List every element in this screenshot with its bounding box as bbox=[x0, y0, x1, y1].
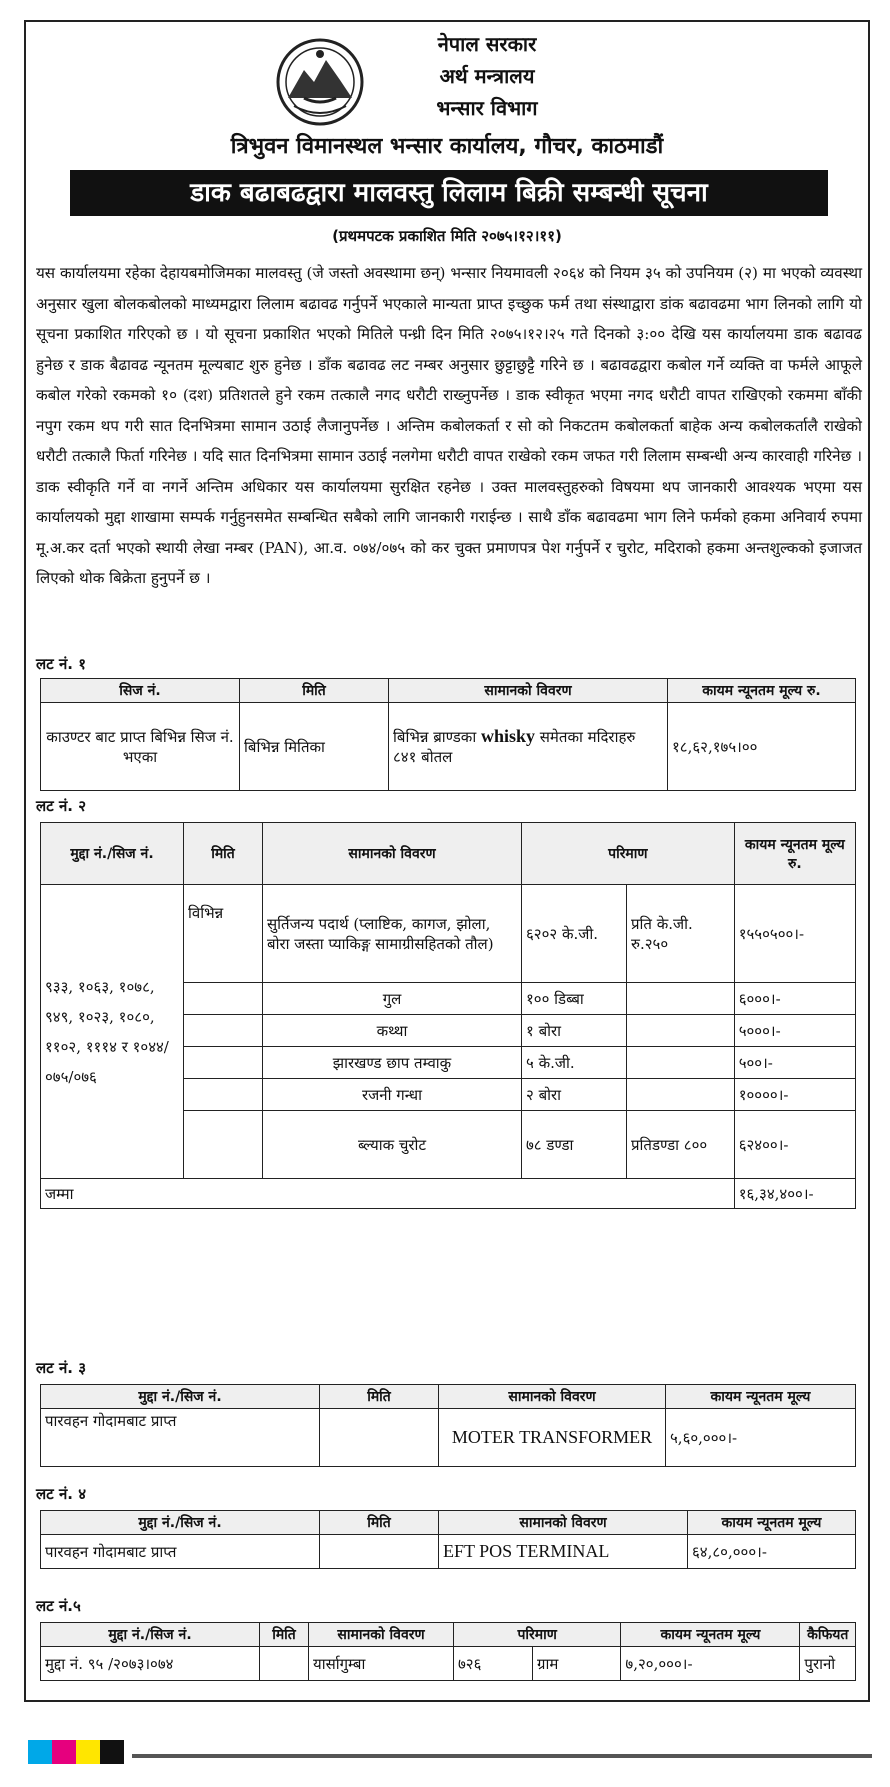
lot1-desc bbox=[389, 703, 668, 791]
notice-frame bbox=[24, 20, 870, 1702]
lot2-desc-3: झारखण्ड छाप तम्वाकु bbox=[263, 1047, 522, 1079]
lot1-desc-whisky: whisky bbox=[480, 726, 536, 746]
table-row bbox=[41, 1409, 856, 1467]
lot2-rate-5: प्रतिडण्डा ८०० bbox=[627, 1111, 735, 1179]
cmyk-swatch-magenta bbox=[52, 1740, 76, 1764]
lot2-rate-2 bbox=[627, 1015, 735, 1047]
lot4-header-seize: मुद्दा नं./सिज नं. bbox=[41, 1511, 320, 1535]
lot1-label: लट नं. १ bbox=[36, 655, 86, 673]
lot2-desc-1: गुल bbox=[263, 983, 522, 1015]
lot5-header-desc: सामानको विवरण bbox=[309, 1623, 454, 1647]
cmyk-swatch-black bbox=[100, 1740, 124, 1764]
lot1-date: बिभिन्न मितिका bbox=[240, 703, 389, 791]
lot2-rate-4 bbox=[627, 1079, 735, 1111]
lot4-desc: EFT POS TERMINAL bbox=[439, 1535, 688, 1569]
lot2-price-4: १००००।- bbox=[734, 1079, 855, 1111]
lot2-table bbox=[40, 822, 856, 1209]
lot4-header-desc: सामानको विवरण bbox=[439, 1511, 688, 1535]
lot2-case-no: ९३३, १०६३, १०७८, ९४९, १०२३, १०८०, ११०२, १११४ र १०४४/ ०७५/०७६ bbox=[41, 885, 184, 1179]
lot5-remark: पुरानो bbox=[800, 1647, 856, 1681]
lot5-unit: ग्राम bbox=[533, 1647, 621, 1681]
notice-title: डाक बढाबढद्वारा मालवस्तु लिलाम बिक्री सम्बन्धी सूचना bbox=[70, 170, 828, 216]
lot2-qty-2: १ बोरा bbox=[522, 1015, 627, 1047]
lot2-price-0: १५५०५००।- bbox=[734, 885, 855, 983]
table-header-row bbox=[41, 679, 856, 703]
lot5-label: लट नं.५ bbox=[36, 1597, 81, 1615]
cmyk-swatch-yellow bbox=[76, 1740, 100, 1764]
table-header-row bbox=[41, 1511, 856, 1535]
lot5-desc: यार्सागुम्बा bbox=[309, 1647, 454, 1681]
lot2-desc-5: ब्ल्याक चुरोट bbox=[263, 1111, 522, 1179]
lot3-header-price: कायम न्यूनतम मूल्य bbox=[666, 1385, 856, 1409]
lot3-seize: पारवहन गोदामबाट प्राप्त bbox=[41, 1409, 320, 1467]
lot4-label: लट नं. ४ bbox=[36, 1485, 86, 1503]
office-name: त्रिभुवन विमानस्थल भन्सार कार्यालय, गौचर, काठमाडौं bbox=[230, 134, 664, 159]
lot3-price: ५,६०,०००।- bbox=[666, 1409, 856, 1467]
lot2-price-5: ६२४००।- bbox=[734, 1111, 855, 1179]
published-date: (प्रथमपटक प्रकाशित मिति २०७५।१२।११) bbox=[332, 227, 562, 245]
lot2-desc-4: रजनी गन्धा bbox=[263, 1079, 522, 1111]
lot1-header-date: मिति bbox=[240, 679, 389, 703]
lot1-seize: काउण्टर बाट प्राप्त बिभिन्न सिज नं. भएका bbox=[41, 703, 240, 791]
lot2-header-desc: सामानको विवरण bbox=[263, 823, 522, 885]
lot5-header-seize: मुद्दा नं./सिज नं. bbox=[41, 1623, 260, 1647]
lot5-seize: मुद्दा नं. ९५ /२०७३।०७४ bbox=[41, 1647, 260, 1681]
lot1-desc-post: समेतका मदिराहरु ८४१ बोतल bbox=[393, 728, 636, 766]
department-name: भन्सार विभाग bbox=[436, 96, 538, 120]
print-bar-line bbox=[132, 1754, 872, 1758]
lot2-qty-0: ६२०२ के.जी. bbox=[522, 885, 627, 983]
cmyk-swatch-cyan bbox=[28, 1740, 52, 1764]
lot2-qty-5: ७८ डण्डा bbox=[522, 1111, 627, 1179]
lot2-qty-1: १०० डिब्बा bbox=[522, 983, 627, 1015]
lot3-header-seize: मुद्दा नं./सिज नं. bbox=[41, 1385, 320, 1409]
lot5-header-remark: कैफियत bbox=[800, 1623, 856, 1647]
lot2-label: लट नं. २ bbox=[36, 797, 86, 815]
lot4-seize: पारवहन गोदामबाट प्राप्त bbox=[41, 1535, 320, 1569]
lot2-rate-0: प्रति के.जी. रु.२५० bbox=[627, 885, 735, 983]
table-row bbox=[41, 1535, 856, 1569]
lot2-header-qty: परिमाण bbox=[522, 823, 735, 885]
lot4-price: ६४,८०,०००।- bbox=[688, 1535, 856, 1569]
lot2-desc-0: सुर्तिजन्य पदार्थ (प्लाष्टिक, कागज, झोला, बोरा जस्ता प्याकिङ्ग सामाग्रीसहितको तौल) bbox=[263, 885, 522, 983]
lot5-qty: ७२६ bbox=[454, 1647, 533, 1681]
lot1-desc-pre: बिभिन्न ब्राण्डका bbox=[393, 728, 481, 746]
lot5-header-date: मिति bbox=[260, 1623, 309, 1647]
lot2-rate-1 bbox=[627, 983, 735, 1015]
lot2-qty-3: ५ के.जी. bbox=[522, 1047, 627, 1079]
table-row bbox=[41, 1647, 856, 1681]
lot1-price: १८,६२,१७५।०० bbox=[668, 703, 856, 791]
ministry-name: अर्थ मन्त्रालय bbox=[439, 64, 535, 88]
lot5-table bbox=[40, 1622, 856, 1681]
lot2-desc-2: कथ्था bbox=[263, 1015, 522, 1047]
notice-header bbox=[26, 22, 868, 159]
lot3-label: लट नं. ३ bbox=[36, 1359, 86, 1377]
lot2-total: १६,३४,४००।- bbox=[734, 1179, 855, 1209]
lot2-header-date: मिति bbox=[184, 823, 263, 885]
lot5-header-price: कायम न्यूनतम मूल्य bbox=[621, 1623, 800, 1647]
lot2-header-case: मुद्दा नं./सिज नं. bbox=[41, 823, 184, 885]
table-header-row bbox=[41, 1623, 856, 1647]
lot4-table bbox=[40, 1510, 856, 1569]
lot2-date: विभिन्न bbox=[184, 885, 263, 983]
lot2-price-1: ६०००।- bbox=[734, 983, 855, 1015]
lot2-header-price: कायम न्यूनतम मूल्य रु. bbox=[734, 823, 855, 885]
lot3-table bbox=[40, 1384, 856, 1467]
lot3-header-desc: सामानको विवरण bbox=[439, 1385, 666, 1409]
notice-body: यस कार्यालयमा रहेका देहायबमोजिमका मालवस्तु (जे जस्तो अवस्थामा छन्) भन्सार नियमावली २०६४ को नियम ३५ को उपनियम (२) मा भएको व्यवस्था अनुसार खुला बोलकबोलको माध्यमद्वारा लिलाम बढावढ गर्नुपर्ने भएकाले मान्यता प्राप्त इच्छुक फर्म तथा संस्थाद्वारा डांक बढावढमा भाग लिनको लागि यो सूचना प्रकाशित गरिएको छ । यो सूचना प्रकाशित भएको मितिले पन्ध्री दिन मिति २०७५।१२।२५ गते दिनको ३:०० देखि यस कार्यालयमा डाक बढावढ हुनेछ र डाक बैढावढ न्यूनतम मूल्यबाट शुरु हुनेछ । डाँक बढावढ लट नम्बर अनुसार छुट्टाछुट्टै गरिने छ । बढावढद्वारा कबोल गर्ने व्यक्ति वा फर्मले आफूले कबोल गरेको रकमको १० (दश) प्रतिशतले हुने रकम तत्कालै नगद धरौटी राख्नुपर्नेछ । डाक स्वीकृत भएमा नगद धरौटी वापत राखिएको रकममा बाँकी नपुग रकम थप गरी सात दिनभित्रमा सामान उठाई लैजानुपर्नेछ । अन्तिम कबोलकर्ता र सो को निकटतम कबोलकर्ता बाहेक अन्य कबोलकर्तालै राखेको धरौटी तत्कालै फिर्ता गरिनेछ । यदि सात दिनभित्रमा सामान उठाई नलगेमा धरौटी वापत राखेको रकम जफत गरी लिलाम सम्बन्धी अन्य कारवाही गरिनेछ । डाक स्वीकृति गर्ने वा नगर्ने अन्तिम अधिकार यस कार्यालयमा सुरक्षित रहनेछ । उक्त मालवस्तुहरुको विषयमा थप जानकारी आवश्यक भएमा यस कार्यालयको मुद्दा शाखामा सम्पर्क गर्नुहुनसमेत सम्बन्धित सबैको लागि जानकारी गराईन्छ । साथै डाँक बढावढमा भाग लिने फर्मको हकमा अनिवार्य रुपमा मू.अ.कर दर्ता भएको स्थायी लेखा नम्बर (PAN), आ.व. ०७४/०७५ को कर चुक्त प्रमाणपत्र पेश गर्नुपर्ने र चुरोट, मदिराको हकमा अन्तशुल्कको इजाजत लिएको थोक बिक्रेता हुनुपर्ने छ । bbox=[36, 264, 862, 587]
gov-name: नेपाल सरकार bbox=[437, 32, 537, 56]
lot2-total-label: जम्मा bbox=[41, 1179, 735, 1209]
table-total-row bbox=[41, 1179, 856, 1209]
lot5-header-qty: परिमाण bbox=[454, 1623, 621, 1647]
lot5-price: ७,२०,०००।- bbox=[621, 1647, 800, 1681]
lot4-header-date: मिति bbox=[320, 1511, 439, 1535]
table-header-row bbox=[41, 1385, 856, 1409]
lot4-date bbox=[320, 1535, 439, 1569]
table-header-row bbox=[41, 823, 856, 885]
lot2-price-2: ५०००।- bbox=[734, 1015, 855, 1047]
table-row bbox=[41, 885, 856, 983]
lot2-price-3: ५००।- bbox=[734, 1047, 855, 1079]
lot2-qty-4: २ बोरा bbox=[522, 1079, 627, 1111]
lot1-header-price: कायम न्यूनतम मूल्य रु. bbox=[668, 679, 856, 703]
lot1-header-desc: सामानको विवरण bbox=[389, 679, 668, 703]
lot2-rate-3 bbox=[627, 1047, 735, 1079]
lot4-header-price: कायम न्यूनतम मूल्य bbox=[688, 1511, 856, 1535]
lot3-desc: MOTER TRANSFORMER bbox=[439, 1409, 666, 1467]
lot3-date bbox=[320, 1409, 439, 1467]
lot1-header-seize: सिज नं. bbox=[41, 679, 240, 703]
lot3-header-date: मिति bbox=[320, 1385, 439, 1409]
lot5-date bbox=[260, 1647, 309, 1681]
table-row bbox=[41, 703, 856, 791]
lot1-table bbox=[40, 678, 856, 791]
